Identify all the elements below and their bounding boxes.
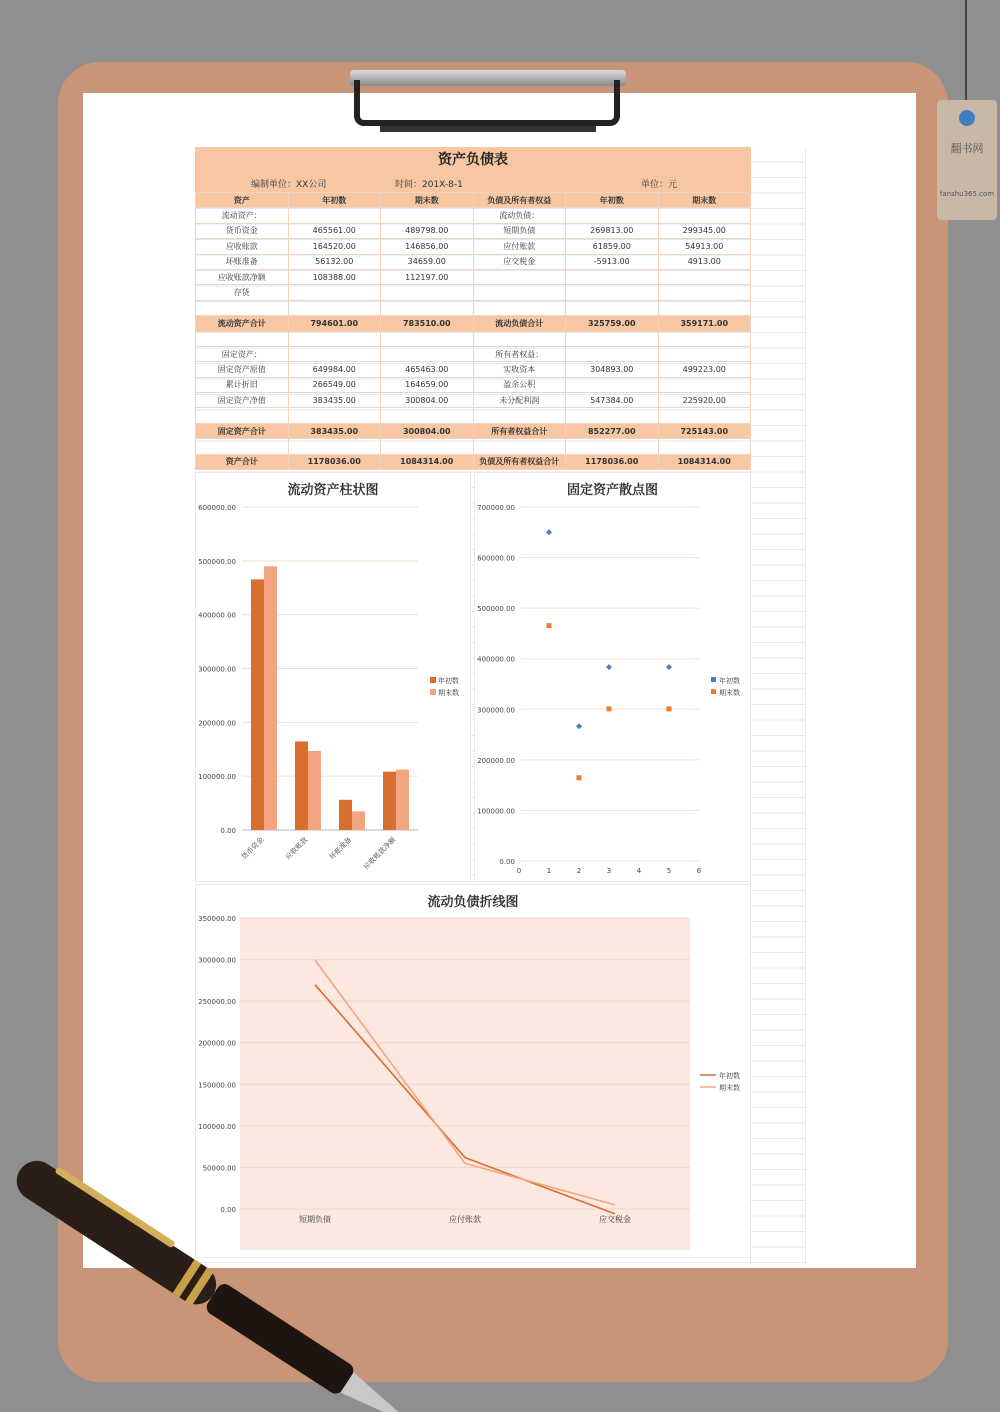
x-tick-label: 6 (696, 867, 702, 875)
y-tick-label: 300000.00 (198, 665, 236, 674)
scatter-point (547, 623, 552, 628)
table-cell[interactable]: 流动资产合计 (196, 316, 289, 331)
y-tick-label: 200000.00 (198, 719, 236, 728)
table-cell[interactable]: 1084314.00 (658, 454, 751, 469)
table-cell[interactable] (473, 439, 566, 454)
table-cell[interactable] (381, 346, 474, 361)
table-cell[interactable]: 流动负债合计 (473, 316, 566, 331)
legend-label: 年初数 (719, 1072, 740, 1080)
table-cell[interactable]: 流动负债： (473, 208, 566, 223)
table-cell[interactable] (658, 408, 751, 423)
table-cell[interactable]: 34659.00 (381, 254, 474, 269)
table-cell[interactable] (566, 377, 659, 392)
table-row (196, 285, 751, 300)
table-cell[interactable]: 54913.00 (658, 239, 751, 254)
line-chart-title: 流动负债折线图 (427, 895, 519, 910)
table-cell[interactable]: 固定资产净值 (196, 393, 289, 408)
y-tick-label: 100000.00 (198, 1122, 236, 1131)
y-tick-label: 400000.00 (477, 655, 515, 664)
table-cell[interactable]: 负债及所有者权益合计 (473, 454, 566, 469)
tag-url: fanshu365.com (939, 190, 995, 198)
table-cell[interactable]: 期末数 (381, 193, 474, 208)
table-row (196, 377, 751, 392)
table-cell[interactable] (288, 208, 381, 223)
scatter-point (667, 706, 672, 711)
legend-swatch (430, 689, 436, 695)
x-tick-label: 1 (546, 867, 552, 875)
scatter-point (576, 723, 582, 729)
table-cell[interactable]: 300804.00 (381, 393, 474, 408)
legend-swatch (711, 689, 716, 694)
legend-label: 年初数 (438, 677, 459, 685)
legend-swatch (711, 677, 716, 682)
x-tick-label: 应收账款净额 (362, 835, 398, 872)
table-cell[interactable]: 299345.00 (658, 223, 751, 238)
table-cell[interactable]: 坏账准备 (196, 254, 289, 269)
table-cell[interactable]: 4913.00 (658, 254, 751, 269)
table-row (196, 254, 751, 269)
table-row (196, 362, 751, 377)
table-cell[interactable]: 年初数 (288, 193, 381, 208)
table-cell[interactable] (288, 439, 381, 454)
table-cell[interactable]: 304893.00 (566, 362, 659, 377)
y-tick-label: 0.00 (499, 858, 515, 866)
y-tick-label: 200000.00 (477, 756, 515, 765)
table-cell[interactable]: 固定资产合计 (196, 423, 289, 438)
table-cell[interactable]: 649984.00 (288, 362, 381, 377)
table-cell[interactable] (288, 331, 381, 346)
table-cell[interactable] (473, 269, 566, 284)
table-cell[interactable]: 325759.00 (566, 316, 659, 331)
legend-label: 期末数 (719, 689, 740, 697)
table-cell[interactable]: 499223.00 (658, 362, 751, 377)
table-cell[interactable] (288, 285, 381, 300)
y-tick-label: 0.00 (220, 1206, 236, 1214)
sheet-subheader (195, 174, 751, 192)
table-cell[interactable] (473, 331, 566, 346)
table-cell[interactable]: 725143.00 (658, 423, 751, 438)
x-tick-label: 应收账款 (283, 835, 310, 862)
table-cell[interactable] (473, 285, 566, 300)
table-cell[interactable]: 465561.00 (288, 223, 381, 238)
y-tick-label: 0.00 (220, 827, 236, 835)
table-cell[interactable]: 累计折旧 (196, 377, 289, 392)
table-cell[interactable]: 年初数 (566, 193, 659, 208)
table-cell[interactable] (566, 346, 659, 361)
table-cell[interactable]: 56132.00 (288, 254, 381, 269)
table-cell[interactable] (658, 377, 751, 392)
balance-sheet (195, 147, 751, 470)
table-cell[interactable] (566, 285, 659, 300)
y-tick-label: 300000.00 (477, 706, 515, 715)
table-cell[interactable]: 852277.00 (566, 423, 659, 438)
table-cell[interactable]: 1178036.00 (288, 454, 381, 469)
table-cell[interactable] (381, 300, 474, 315)
table-cell[interactable] (658, 346, 751, 361)
table-cell[interactable]: 应交税金 (473, 254, 566, 269)
table-cell[interactable]: 108388.00 (288, 269, 381, 284)
bar (308, 751, 321, 830)
table-cell[interactable] (381, 439, 474, 454)
y-tick-label: 100000.00 (198, 773, 236, 782)
table-cell[interactable] (381, 331, 474, 346)
bar (383, 772, 396, 830)
y-tick-label: 200000.00 (198, 1039, 236, 1048)
x-tick-label: 2 (576, 867, 582, 875)
table-cell[interactable]: 783510.00 (381, 316, 474, 331)
table-row (196, 239, 751, 254)
table-cell[interactable] (473, 408, 566, 423)
table-row (196, 331, 751, 346)
bar-chart-title: 流动资产柱状图 (287, 483, 379, 498)
table-cell[interactable]: 流动资产： (196, 208, 289, 223)
y-tick-label: 100000.00 (477, 807, 515, 816)
table-cell[interactable] (658, 331, 751, 346)
x-tick-label: 应付账款 (449, 1215, 481, 1224)
y-tick-label: 50000.00 (202, 1164, 236, 1173)
scatter-point (607, 706, 612, 711)
bar (352, 811, 365, 830)
metal-clip (350, 62, 626, 130)
y-tick-label: 500000.00 (477, 605, 515, 614)
table-cell[interactable]: 实收资本 (473, 362, 566, 377)
table-cell[interactable] (566, 300, 659, 315)
bar-chart-panel (195, 472, 471, 882)
legend-swatch (430, 677, 436, 683)
table-cell[interactable]: 146856.00 (381, 239, 474, 254)
table-cell[interactable]: 盈余公积 (473, 377, 566, 392)
x-tick-label: 应交税金 (599, 1215, 631, 1224)
table-cell[interactable]: 短期负债 (473, 223, 566, 238)
scatter-point (577, 775, 582, 780)
table-cell[interactable] (658, 285, 751, 300)
bar (251, 579, 264, 830)
table-cell[interactable]: 所有者权益： (473, 346, 566, 361)
table-cell[interactable]: 225920.00 (658, 393, 751, 408)
bar (396, 770, 409, 830)
table-cell[interactable] (196, 408, 289, 423)
bar-chart (196, 473, 470, 881)
table-cell[interactable]: 固定资产原值 (196, 362, 289, 377)
unit-name: 编制单位：XX公司 (251, 180, 327, 190)
table-cell[interactable]: 货币资金 (196, 223, 289, 238)
table-cell[interactable]: 所有者权益合计 (473, 423, 566, 438)
table-cell[interactable] (566, 439, 659, 454)
report-time: 时间：201X-8-1 (395, 180, 463, 190)
y-tick-label: 350000.00 (198, 915, 236, 923)
table-cell[interactable] (196, 439, 289, 454)
table-cell[interactable]: 383435.00 (288, 423, 381, 438)
tag-hole (959, 110, 975, 126)
table-cell[interactable]: 1084314.00 (381, 454, 474, 469)
table-cell[interactable] (473, 300, 566, 315)
balance-table (195, 192, 751, 470)
y-tick-label: 600000.00 (477, 554, 515, 563)
table-cell[interactable]: 资产合计 (196, 454, 289, 469)
table-cell[interactable]: 300804.00 (381, 423, 474, 438)
table-cell[interactable] (381, 408, 474, 423)
table-row (196, 269, 751, 284)
y-tick-label: 500000.00 (198, 557, 236, 566)
table-cell[interactable] (381, 285, 474, 300)
table-row (196, 300, 751, 315)
table-row (196, 454, 751, 469)
bar (264, 566, 277, 830)
table-cell[interactable] (658, 300, 751, 315)
x-tick-label: 4 (636, 867, 642, 875)
table-cell[interactable] (566, 331, 659, 346)
table-row (196, 439, 751, 454)
legend-label: 年初数 (719, 677, 740, 685)
y-tick-label: 300000.00 (198, 956, 236, 965)
table-row (196, 223, 751, 238)
table-cell[interactable]: 164520.00 (288, 239, 381, 254)
currency-unit: 单位：元 (641, 180, 678, 190)
table-header-row (196, 193, 751, 208)
table-cell[interactable]: 112197.00 (381, 269, 474, 284)
table-cell[interactable]: 61859.00 (566, 239, 659, 254)
table-cell[interactable]: 期末数 (658, 193, 751, 208)
table-cell[interactable] (196, 331, 289, 346)
table-cell[interactable]: 489798.00 (381, 223, 474, 238)
y-tick-label: 400000.00 (198, 611, 236, 620)
table-cell[interactable]: 359171.00 (658, 316, 751, 331)
y-tick-label: 150000.00 (198, 1081, 236, 1090)
legend-label: 期末数 (719, 1084, 740, 1092)
table-cell[interactable]: 269813.00 (566, 223, 659, 238)
legend-label: 期末数 (438, 689, 459, 697)
table-cell[interactable]: 资产 (196, 193, 289, 208)
y-tick-label: 700000.00 (477, 504, 515, 512)
table-row (196, 346, 751, 361)
x-tick-label: 短期负债 (299, 1215, 331, 1224)
scatter-chart (475, 473, 750, 881)
table-cell[interactable]: 应收账款净额 (196, 269, 289, 284)
table-cell[interactable]: 547384.00 (566, 393, 659, 408)
table-cell[interactable]: 应收账款 (196, 239, 289, 254)
y-tick-label: 600000.00 (198, 504, 236, 512)
scatter-point (546, 529, 552, 535)
table-cell[interactable] (288, 300, 381, 315)
scatter-chart-title: 固定资产散点图 (566, 483, 658, 498)
table-cell[interactable]: 383435.00 (288, 393, 381, 408)
table-cell[interactable]: 794601.00 (288, 316, 381, 331)
y-tick-label: 250000.00 (198, 998, 236, 1007)
table-cell[interactable] (381, 208, 474, 223)
table-row (196, 408, 751, 423)
table-cell[interactable] (658, 269, 751, 284)
x-tick-label: 5 (666, 867, 672, 875)
table-row (196, 316, 751, 331)
bar (339, 800, 352, 830)
hang-tag (937, 100, 997, 220)
table-cell[interactable] (288, 346, 381, 361)
scatter-point (666, 664, 672, 670)
table-cell[interactable]: 266549.00 (288, 377, 381, 392)
tag-string (965, 0, 967, 110)
table-cell[interactable]: 1178036.00 (566, 454, 659, 469)
fountain-pen (0, 1150, 560, 1412)
x-tick-label: 货币资金 (239, 835, 266, 862)
table-row (196, 393, 751, 408)
table-cell[interactable]: 应付账款 (473, 239, 566, 254)
table-cell[interactable] (566, 408, 659, 423)
table-cell[interactable] (196, 300, 289, 315)
table-cell[interactable]: 465463.00 (381, 362, 474, 377)
table-cell[interactable]: 存货 (196, 285, 289, 300)
sheet-title: 资产负债表 (195, 147, 751, 174)
table-cell[interactable]: 固定资产： (196, 346, 289, 361)
x-tick-label: 坏账准备 (327, 835, 354, 862)
bar (295, 741, 308, 830)
tag-logo: 翻书网 (950, 142, 984, 155)
table-cell[interactable] (658, 208, 751, 223)
table-row (196, 208, 751, 223)
table-cell[interactable] (566, 269, 659, 284)
x-tick-label: 0 (516, 867, 522, 875)
table-cell[interactable] (658, 439, 751, 454)
table-cell[interactable]: 164659.00 (381, 377, 474, 392)
scatter-chart-panel (474, 472, 751, 882)
table-cell[interactable]: 未分配利润 (473, 393, 566, 408)
table-cell[interactable]: -5913.00 (566, 254, 659, 269)
table-cell[interactable] (288, 408, 381, 423)
table-cell[interactable] (566, 208, 659, 223)
scatter-point (606, 664, 612, 670)
x-tick-label: 3 (606, 867, 612, 875)
table-cell[interactable]: 负债及所有者权益 (473, 193, 566, 208)
table-row (196, 423, 751, 438)
